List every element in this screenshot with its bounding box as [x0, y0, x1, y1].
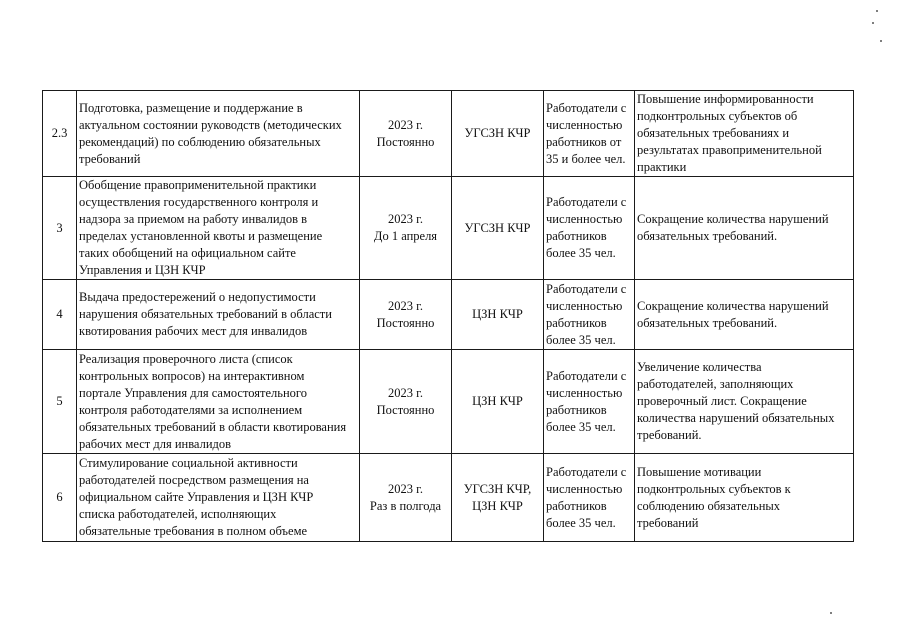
scan-speck [880, 40, 882, 42]
measure-term: 2023 г. До 1 апреля [360, 177, 452, 280]
row-number: 4 [43, 280, 77, 350]
measure-executor: ЦЗН КЧР [452, 280, 544, 350]
measure-subjects: Работодатели с численностью работников более 35 чел. [544, 350, 635, 454]
measure-subjects: Работодатели с численностью работников более 35 чел. [544, 177, 635, 280]
measure-description: Выдача предостережений о недопустимости нарушения обязательных требований в области квотирования рабочих мест для инвалидов [77, 280, 360, 350]
measure-executor: ЦЗН КЧР [452, 350, 544, 454]
table-row [43, 280, 854, 350]
measure-description: Реализация проверочного листа (список контрольных вопросов) на интерактивном портале Управления для самостоятельного контроля работодателями за исполнением обязательных требований в области квотирования рабочих мест для инвалидов [77, 350, 360, 454]
measure-description: Стимулирование социальной активности работодателей посредством размещения на официальном сайте Управления и ЦЗН КЧР списка работодателей, исполняющих обязательные требования в полном объеме [77, 454, 360, 542]
table-row [43, 454, 854, 542]
measure-term: 2023 г. Раз в полгода [360, 454, 452, 542]
measure-term: 2023 г. Постоянно [360, 91, 452, 177]
measure-description: Обобщение правоприменительной практики осуществления государственного контроля и надзора за приемом на работу инвалидов в пределах установленной квоты и размещение таких обобщений на официальном сайте Управления и ЦЗН КЧР [77, 177, 360, 280]
measure-result: Сокращение количества нарушений обязательных требований. [635, 177, 854, 280]
measure-executor: УГСЗН КЧР [452, 177, 544, 280]
measure-term: 2023 г. Постоянно [360, 280, 452, 350]
row-number: 2.3 [43, 91, 77, 177]
row-number: 3 [43, 177, 77, 280]
measure-term: 2023 г. Постоянно [360, 350, 452, 454]
measure-subjects: Работодатели с численностью работников более 35 чел. [544, 454, 635, 542]
measures-table [42, 90, 854, 542]
table-row [43, 350, 854, 454]
measure-subjects: Работодатели с численностью работников более 35 чел. [544, 280, 635, 350]
measure-result: Повышение мотивации подконтрольных субъектов к соблюдению обязательных требований [635, 454, 854, 542]
measure-description: Подготовка, размещение и поддержание в актуальном состоянии руководств (методических рекомендаций) по соблюдению обязательных требований [77, 91, 360, 177]
measure-executor: УГСЗН КЧР [452, 91, 544, 177]
table-row [43, 177, 854, 280]
row-number: 5 [43, 350, 77, 454]
table-row [43, 91, 854, 177]
measure-result: Повышение информированности подконтрольных субъектов об обязательных требованиях и результатах правоприменительной практики [635, 91, 854, 177]
scan-speck [876, 10, 878, 12]
measure-result: Сокращение количества нарушений обязательных требований. [635, 280, 854, 350]
measure-subjects: Работодатели с численностью работников от 35 и более чел. [544, 91, 635, 177]
measure-result: Увеличение количества работодателей, заполняющих проверочный лист. Сокращение количества нарушений обязательных требований. [635, 350, 854, 454]
scan-speck [830, 612, 832, 614]
row-number: 6 [43, 454, 77, 542]
scan-speck [872, 22, 874, 24]
measure-executor: УГСЗН КЧР, ЦЗН КЧР [452, 454, 544, 542]
